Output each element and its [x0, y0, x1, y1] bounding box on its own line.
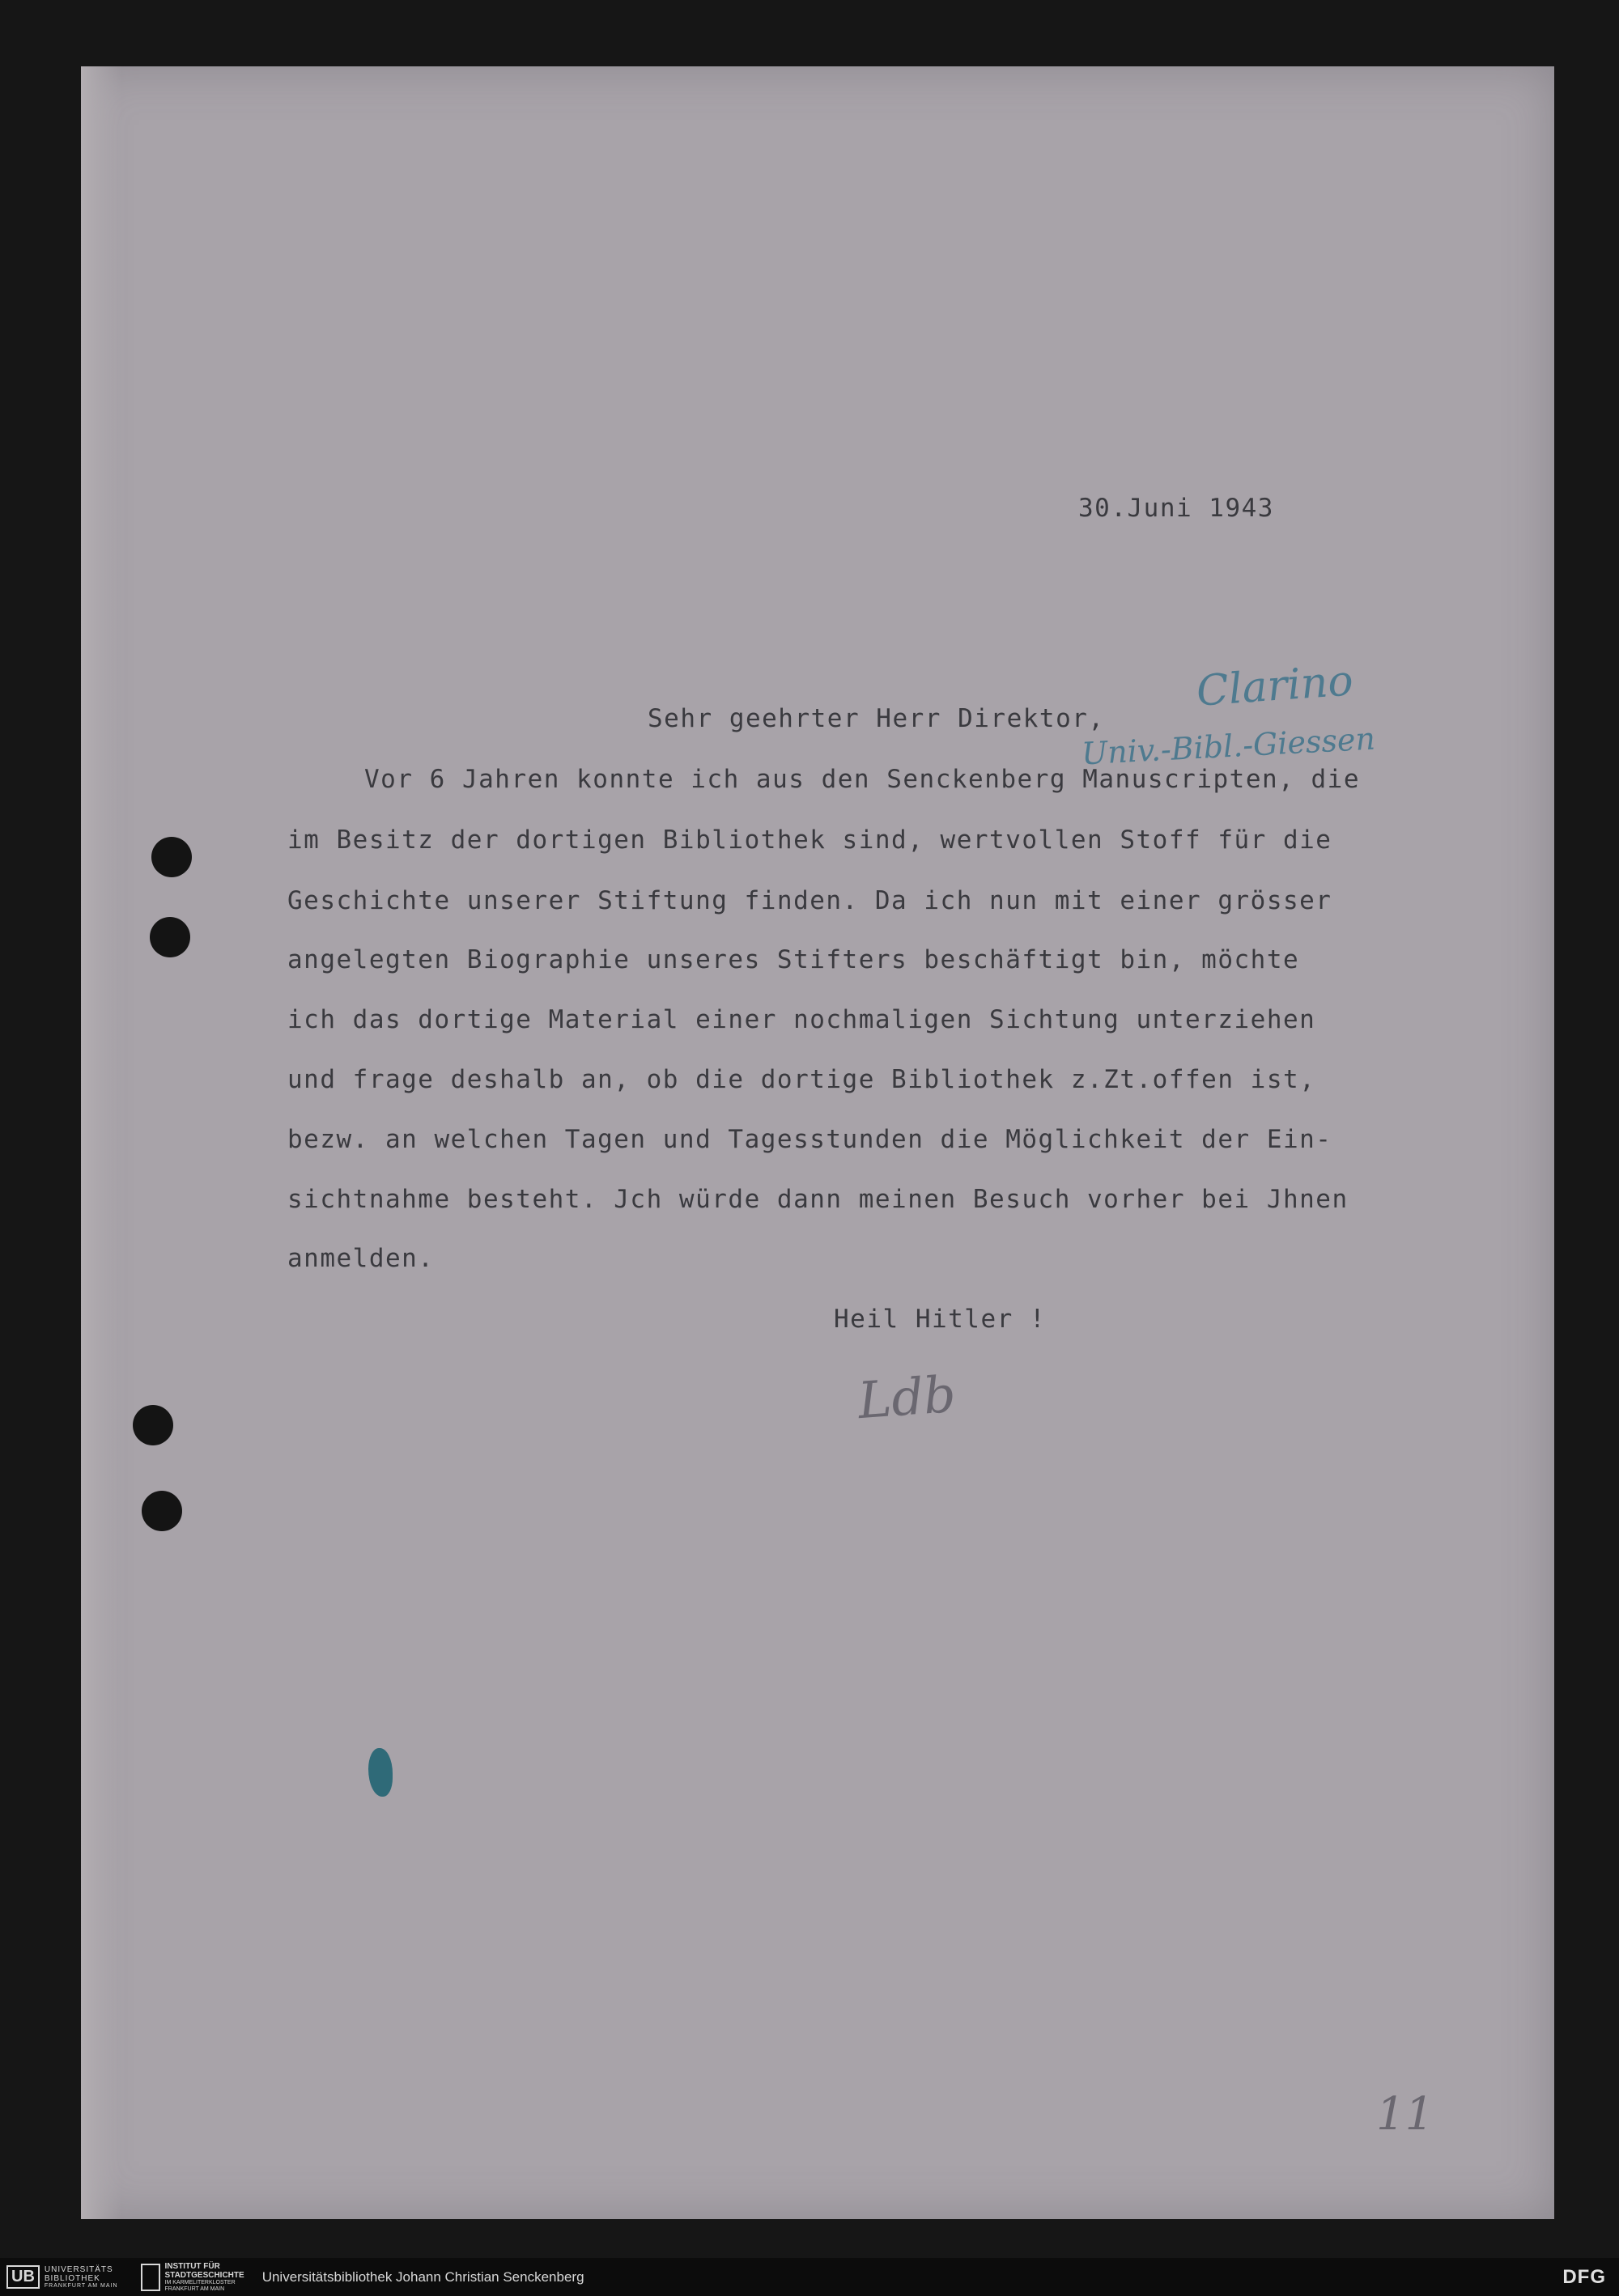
letter-body-line: anmelden. [287, 1244, 435, 1273]
institute-logo-icon [141, 2264, 160, 2291]
letter-body-line: Vor 6 Jahren konnte ich aus den Senckenberg Manuscripten, die [364, 765, 1360, 794]
letter-date: 30.Juni 1943 [1078, 494, 1274, 523]
repository-footer-bar [0, 2258, 1619, 2296]
letter-body-line: angelegten Biographie unseres Stifters beschäftigt bin, möchte [287, 945, 1300, 974]
institute-logo [141, 2262, 244, 2293]
punch-hole [150, 917, 190, 957]
letter-body-line: bezw. an welchen Tagen und Tagesstunden die Möglichkeit der Ein- [287, 1125, 1332, 1154]
institute-logo-line: IM KARMELITERKLOSTER [164, 2279, 236, 2285]
punch-hole [133, 1405, 173, 1445]
letter-body-line: Geschichte unserer Stiftung finden. Da ich nun mit einer grösser [287, 886, 1332, 915]
punch-hole [151, 837, 192, 877]
letter-closing: Heil Hitler ! [834, 1305, 1047, 1334]
paper-edge-shading [81, 66, 121, 2219]
institute-logo-line: STADTGESCHICHTE [164, 2270, 244, 2280]
footer-caption: Universitätsbibliothek Johann Christian Senckenberg [261, 2268, 584, 2285]
ub-logo-line: FRANKFURT AM MAIN [44, 2282, 118, 2289]
pencil-signature-initials: Ldb [856, 1364, 958, 1431]
institute-logo-line: INSTITUT FÜR [164, 2261, 220, 2271]
letter-body-line: im Besitz der dortigen Bibliothek sind, wertvollen Stoff für die [287, 825, 1332, 855]
university-library-logo [6, 2265, 118, 2290]
handwritten-addressee-institution: Univ.-Bibl.-Giessen [1081, 720, 1376, 772]
letter-body-line: sichtnahme besteht. Jch würde dann meinen Besuch vorher bei Jhnen [287, 1185, 1349, 1214]
archive-page-number: 11 [1376, 2088, 1434, 2141]
letter-body-line: und frage deshalb an, ob die dortige Bibliothek z.Zt.offen ist, [287, 1065, 1316, 1094]
institute-logo-line: FRANKFURT AM MAIN [164, 2285, 225, 2292]
punch-hole [142, 1491, 182, 1531]
ub-logo-mark: UB [6, 2265, 40, 2289]
handwritten-addressee-name: Clarino [1195, 656, 1355, 716]
ub-logo-line: UNIVERSITÄTS [44, 2264, 113, 2274]
letter-salutation: Sehr geehrter Herr Direktor, [648, 704, 1105, 733]
ub-logo-line: BIBLIOTHEK [44, 2273, 100, 2283]
dfg-logo: DFG [1562, 2266, 1606, 2288]
letter-body-line: ich das dortige Material einer nochmaligen Sichtung unterziehen [287, 1005, 1316, 1034]
